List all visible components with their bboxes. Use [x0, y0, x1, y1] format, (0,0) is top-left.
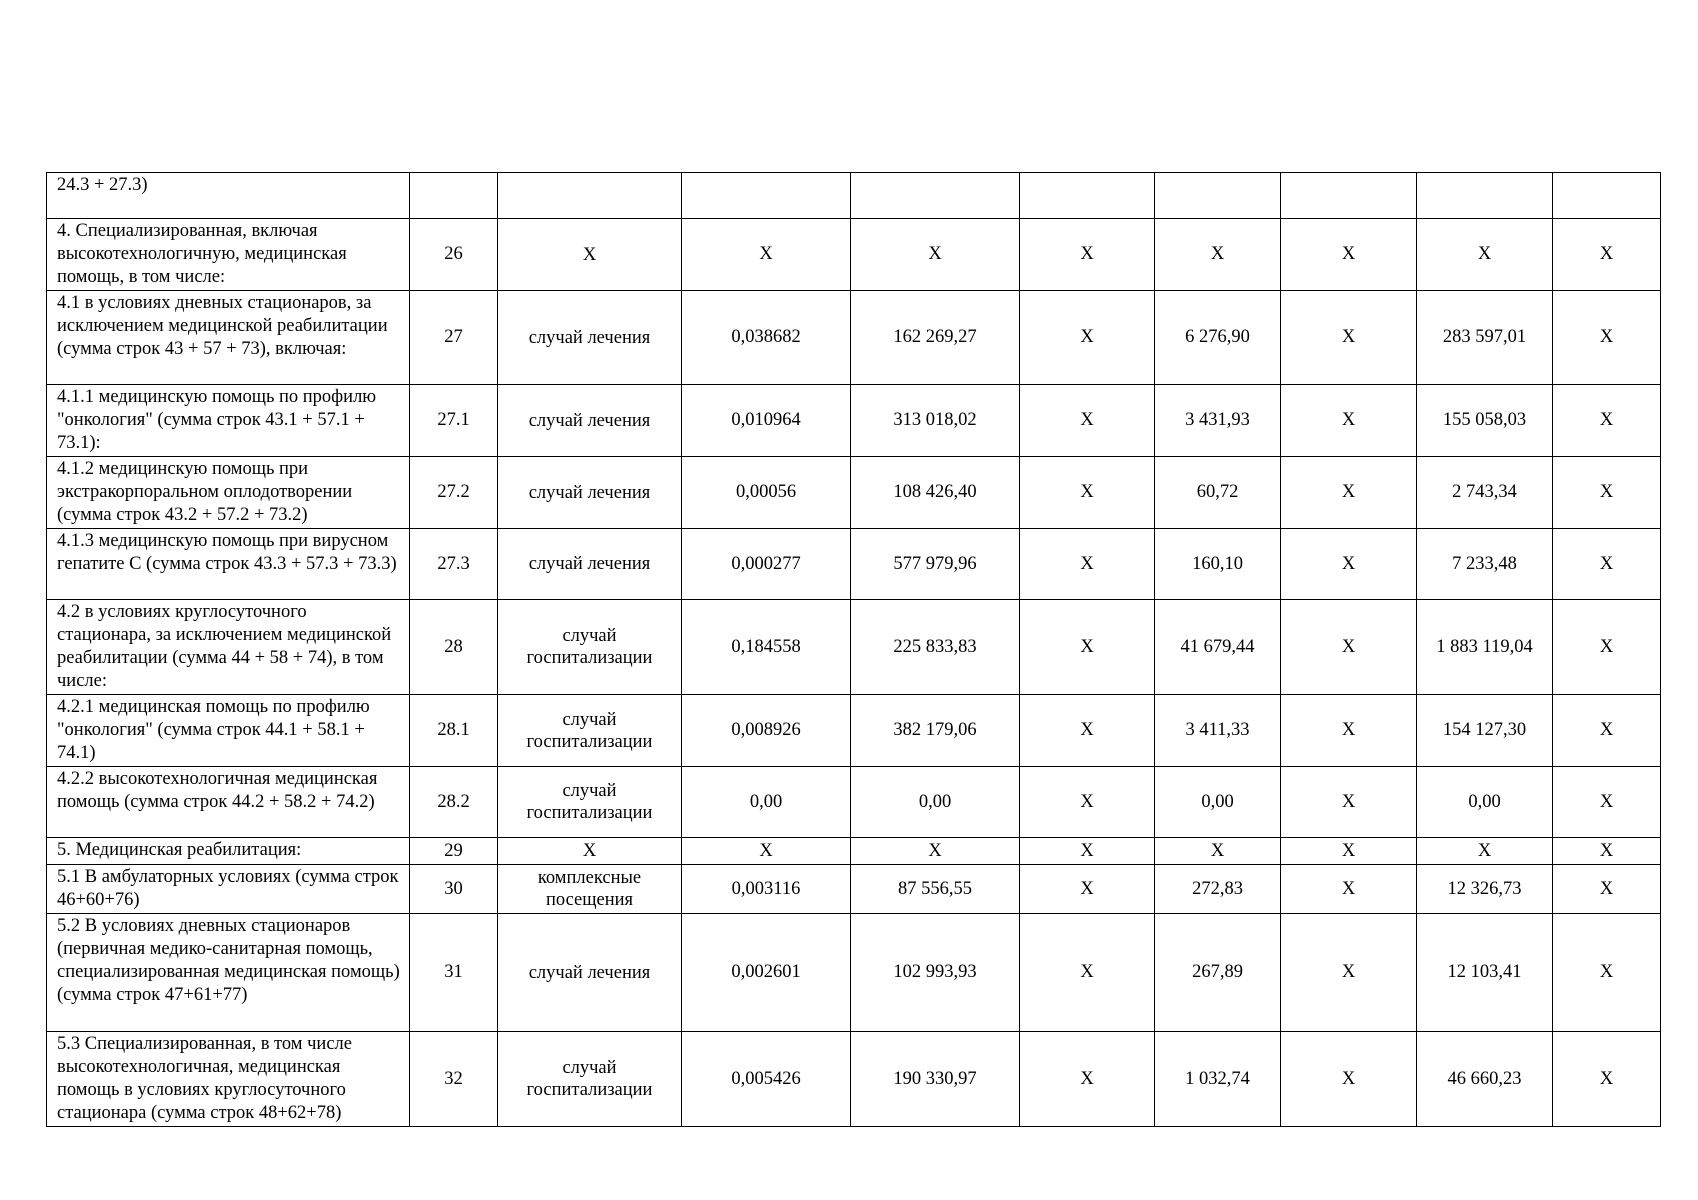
cost-norm-cell [851, 173, 1020, 219]
volume-norm-cell: 0,184558 [682, 600, 851, 695]
row-label: 5.3 Специализированная, в том числе высокотехнологичная, медицинская помощь в условиях круглосуточного стационара (сумма строк 48+62+78) [47, 1032, 410, 1127]
share-cell: X [1553, 767, 1661, 838]
oms-total-cell: 2 743,34 [1417, 457, 1553, 529]
row-number: 28.2 [410, 767, 498, 838]
share-cell: X [1553, 291, 1661, 385]
oms-total-cell: 12 326,73 [1417, 865, 1553, 914]
table-row [47, 385, 1661, 457]
budget-per-capita-cell: X [1020, 1032, 1155, 1127]
table-row [47, 219, 1661, 291]
oms-total-cell: 12 103,41 [1417, 914, 1553, 1032]
volume-norm-cell: 0,010964 [682, 385, 851, 457]
budget-total-cell: X [1281, 914, 1417, 1032]
row-label: 4.1 в условиях дневных стационаров, за исключением медицинской реабилитации (сумма строк 43 + 57 + 73), включая: [47, 291, 410, 385]
volume-norm-cell: 0,003116 [682, 865, 851, 914]
budget-total-cell: X [1281, 767, 1417, 838]
budget-per-capita-cell: X [1020, 914, 1155, 1032]
row-label: 4.1.1 медицинскую помощь по профилю "онкология" (сумма строк 43.1 + 57.1 + 73.1): [47, 385, 410, 457]
share-cell: X [1553, 529, 1661, 600]
share-cell: X [1553, 865, 1661, 914]
cost-norm-cell: X [851, 838, 1020, 865]
volume-norm-cell: X [682, 219, 851, 291]
budget-per-capita-cell: X [1020, 219, 1155, 291]
oms-per-capita-cell: 60,72 [1155, 457, 1281, 529]
share-cell: X [1553, 695, 1661, 767]
budget-per-capita-cell [1020, 173, 1155, 219]
row-label: 4.2.2 высокотехнологичная медицинская помощь (сумма строк 44.2 + 58.2 + 74.2) [47, 767, 410, 838]
budget-total-cell: X [1281, 457, 1417, 529]
oms-total-cell: 0,00 [1417, 767, 1553, 838]
row-number: 29 [410, 838, 498, 865]
oms-per-capita-cell [1155, 173, 1281, 219]
row-number [410, 173, 498, 219]
budget-total-cell: X [1281, 838, 1417, 865]
cost-norm-cell: 0,00 [851, 767, 1020, 838]
budget-per-capita-cell: X [1020, 767, 1155, 838]
oms-per-capita-cell: 0,00 [1155, 767, 1281, 838]
share-cell: X [1553, 838, 1661, 865]
row-label: 4.2.1 медицинская помощь по профилю "онкология" (сумма строк 44.1 + 58.1 + 74.1) [47, 695, 410, 767]
row-number: 27 [410, 291, 498, 385]
oms-total-cell: 283 597,01 [1417, 291, 1553, 385]
table-body [47, 173, 1661, 1127]
cost-norm-cell: 87 556,55 [851, 865, 1020, 914]
budget-per-capita-cell: X [1020, 385, 1155, 457]
oms-per-capita-cell: 41 679,44 [1155, 600, 1281, 695]
budget-per-capita-cell: X [1020, 695, 1155, 767]
oms-per-capita-cell: X [1155, 219, 1281, 291]
share-cell: X [1553, 219, 1661, 291]
table-row [47, 457, 1661, 529]
budget-per-capita-cell: X [1020, 865, 1155, 914]
table-row [47, 865, 1661, 914]
volume-norm-cell [682, 173, 851, 219]
volume-norm-cell: 0,00 [682, 767, 851, 838]
budget-per-capita-cell: X [1020, 838, 1155, 865]
budget-total-cell: X [1281, 385, 1417, 457]
budget-per-capita-cell: X [1020, 600, 1155, 695]
table-row [47, 1032, 1661, 1127]
unit-cell: X [498, 219, 682, 291]
oms-per-capita-cell: 160,10 [1155, 529, 1281, 600]
oms-total-cell: 155 058,03 [1417, 385, 1553, 457]
oms-per-capita-cell: 6 276,90 [1155, 291, 1281, 385]
oms-total-cell: X [1417, 838, 1553, 865]
row-label: 4.1.3 медицинскую помощь при вирусном гепатите С (сумма строк 43.3 + 57.3 + 73.3) [47, 529, 410, 600]
share-cell: X [1553, 600, 1661, 695]
cost-norm-cell: X [851, 219, 1020, 291]
row-label: 24.3 + 27.3) [47, 173, 410, 219]
cost-norm-cell: 162 269,27 [851, 291, 1020, 385]
cost-norm-cell: 382 179,06 [851, 695, 1020, 767]
share-cell: X [1553, 457, 1661, 529]
row-number: 28 [410, 600, 498, 695]
unit-cell: X [498, 838, 682, 865]
volume-norm-cell: 0,008926 [682, 695, 851, 767]
row-label: 4. Специализированная, включая высокотехнологичную, медицинская помощь, в том числе: [47, 219, 410, 291]
oms-total-cell: 46 660,23 [1417, 1032, 1553, 1127]
volume-norm-cell: 0,005426 [682, 1032, 851, 1127]
cost-norm-cell: 313 018,02 [851, 385, 1020, 457]
budget-total-cell: X [1281, 600, 1417, 695]
row-label: 4.2 в условиях круглосуточного стационара, за исключением медицинской реабилитации (сумма 44 + 58 + 74), в том числе: [47, 600, 410, 695]
oms-total-cell: 154 127,30 [1417, 695, 1553, 767]
row-number: 27.3 [410, 529, 498, 600]
row-label: 5. Медицинская реабилитация: [47, 838, 410, 865]
unit-cell: случай лечения [498, 914, 682, 1032]
share-cell: X [1553, 914, 1661, 1032]
cost-norm-cell: 577 979,96 [851, 529, 1020, 600]
unit-cell: случай лечения [498, 529, 682, 600]
unit-cell [498, 173, 682, 219]
cost-norm-cell: 108 426,40 [851, 457, 1020, 529]
table-row [47, 173, 1661, 219]
row-number: 32 [410, 1032, 498, 1127]
budget-total-cell [1281, 173, 1417, 219]
oms-per-capita-cell: 267,89 [1155, 914, 1281, 1032]
unit-cell: случай лечения [498, 457, 682, 529]
oms-per-capita-cell: 1 032,74 [1155, 1032, 1281, 1127]
cost-norm-cell: 225 833,83 [851, 600, 1020, 695]
oms-per-capita-cell: 3 411,33 [1155, 695, 1281, 767]
unit-cell: случай лечения [498, 385, 682, 457]
unit-cell: случай госпитализации [498, 767, 682, 838]
row-number: 30 [410, 865, 498, 914]
volume-norm-cell: 0,00056 [682, 457, 851, 529]
budget-total-cell: X [1281, 291, 1417, 385]
oms-per-capita-cell: X [1155, 838, 1281, 865]
budget-per-capita-cell: X [1020, 291, 1155, 385]
volume-norm-cell: X [682, 838, 851, 865]
unit-cell: комплексные посещения [498, 865, 682, 914]
cost-norm-cell: 102 993,93 [851, 914, 1020, 1032]
volume-norm-cell: 0,038682 [682, 291, 851, 385]
oms-per-capita-cell: 3 431,93 [1155, 385, 1281, 457]
table-row [47, 914, 1661, 1032]
row-number: 28.1 [410, 695, 498, 767]
budget-per-capita-cell: X [1020, 457, 1155, 529]
unit-cell: случай госпитализации [498, 1032, 682, 1127]
unit-cell: случай госпитализации [498, 695, 682, 767]
budget-total-cell: X [1281, 865, 1417, 914]
table-row [47, 529, 1661, 600]
budget-total-cell: X [1281, 529, 1417, 600]
budget-total-cell: X [1281, 219, 1417, 291]
row-label: 5.1 В амбулаторных условиях (сумма строк 46+60+76) [47, 865, 410, 914]
row-number: 27.1 [410, 385, 498, 457]
oms-total-cell [1417, 173, 1553, 219]
oms-total-cell: 7 233,48 [1417, 529, 1553, 600]
cost-norm-cell: 190 330,97 [851, 1032, 1020, 1127]
row-number: 27.2 [410, 457, 498, 529]
budget-per-capita-cell: X [1020, 529, 1155, 600]
data-table [46, 172, 1661, 1127]
row-number: 31 [410, 914, 498, 1032]
share-cell [1553, 173, 1661, 219]
oms-per-capita-cell: 272,83 [1155, 865, 1281, 914]
table-row [47, 600, 1661, 695]
table-row [47, 767, 1661, 838]
row-number: 26 [410, 219, 498, 291]
budget-total-cell: X [1281, 695, 1417, 767]
unit-cell: случай лечения [498, 291, 682, 385]
oms-total-cell: X [1417, 219, 1553, 291]
oms-total-cell: 1 883 119,04 [1417, 600, 1553, 695]
volume-norm-cell: 0,000277 [682, 529, 851, 600]
volume-norm-cell: 0,002601 [682, 914, 851, 1032]
table-row [47, 838, 1661, 865]
row-label: 5.2 В условиях дневных стационаров (первичная медико-санитарная помощь, специализированная медицинская помощь) (сумма строк 47+61+77) [47, 914, 410, 1032]
table-row [47, 695, 1661, 767]
unit-cell: случай госпитализации [498, 600, 682, 695]
share-cell: X [1553, 385, 1661, 457]
budget-total-cell: X [1281, 1032, 1417, 1127]
table-row [47, 291, 1661, 385]
row-label: 4.1.2 медицинскую помощь при экстракорпоральном оплодотворении (сумма строк 43.2 + 57.2 + 73.2) [47, 457, 410, 529]
share-cell: X [1553, 1032, 1661, 1127]
